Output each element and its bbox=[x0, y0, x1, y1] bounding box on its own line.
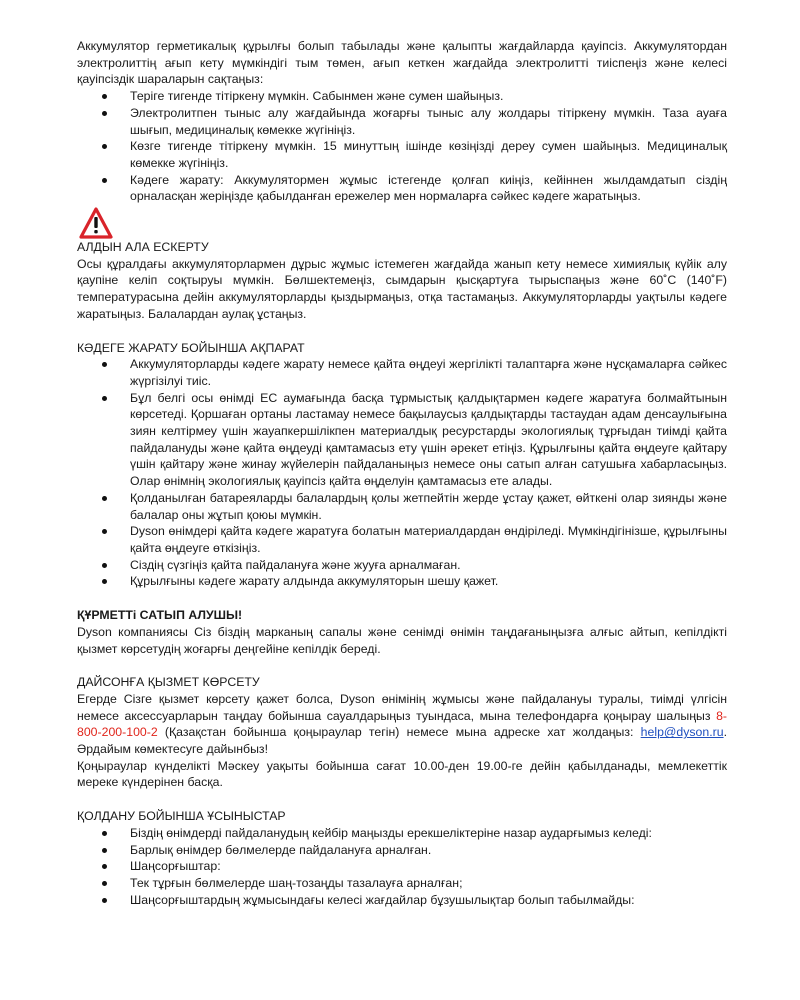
phone-number[interactable]: 8-800-200-100-2 bbox=[77, 708, 727, 740]
list-item: Dyson өнімдері қайта кәдеге жаратуға болатын материалдардан өндіріледі. Мүмкіндігінізше, құрылғыны қайта өңдеуге өткізіңіз. bbox=[77, 523, 727, 556]
list-item: Көзге тигенде тітіркену мүмкін. 15 минуттың ішінде көзіңізді дереу сумен шайыңыз. Медициналық көмекке жүгініңіз. bbox=[77, 138, 727, 171]
list-item: Құрылғыны кәдеге жарату алдында аккумуляторын шешу қажет. bbox=[77, 573, 727, 590]
usage-list bbox=[77, 825, 727, 909]
service-title: ДАЙСОНҒА ҚЫЗМЕТ КӨРСЕТУ bbox=[77, 675, 260, 690]
list-item: Аккумуляторларды кәдеге жарату немесе қайта өңдеуі жергілікті талаптарға және нұсқамаларға сәйкес жүргізілуі тиіс. bbox=[77, 356, 727, 389]
service-text-middle: (Қазақстан бойынша қоңыраулар тегін) немесе мына адреске хат жолдаңыз: bbox=[157, 725, 641, 740]
disposal-list bbox=[77, 356, 727, 590]
disposal-title: КӘДЕГЕ ЖАРАТУ БОЙЫНША АҚПАРАТ bbox=[77, 340, 305, 355]
service-hours: Қоңыраулар күнделікті Мәскеу уақыты бойынша сағат 10.00-ден 19.00-ге дейін қабылданады, мемлекеттік мереке күндерінен басқа. bbox=[77, 758, 727, 790]
list-item: Шаңсорғыштардың жұмысындағы келесі жағдайлар бұзушылықтар болып табылмайды: bbox=[77, 892, 727, 909]
list-item: Кәдеге жарату: Аккумулятормен жұмыс істегенде қолғап киіңіз, кейіннен жылдамдатып сіздің орналасқан жеріңізде қабылданған ережелер мен нормаларға сәйкес кәдеге жаратыңыз. bbox=[77, 172, 727, 205]
list-item: Бұл белгі осы өнімді ЕС аумағында басқа тұрмыстық қалдықтармен кәдеге жаратуға болмайтынын көрсетеді. Қоршаған ортаны ластамау немесе бақылаусыз қалдықтарды тастаудан адам денсаулығына зиян келтірмеу үшін жауапкершілікпен материалдық ресурстарды экологиялық тұрғыдан тиімді қайта пайдалануды және қайта өңдеуді қамтамасыз ету үшін әрекет етіңіз. Құрылғыны қайта өңдеуге қайтару үшін қайтару және жинау жүйелерін пайдаланыңыз немесе оны сатып алған сатушыға хабарласыңыз. Олар өнімнің экологиялық қауіпсіз қайта өңделуін қамтамасыз ете алады. bbox=[77, 390, 727, 490]
intro-list bbox=[77, 88, 727, 205]
usage-title: ҚОЛДАНУ БОЙЫНША ҰСЫНЫСТАР bbox=[77, 809, 286, 824]
list-item: Электролитпен тыныс алу жағдайында жоғарғы тыныс алу жолдары тітіркену мүмкін. Таза ауаға шығып, медициналық көмекке жүгініңіз. bbox=[77, 105, 727, 138]
service-text-before: Егерде Сізге қызмет көрсету қажет болса, Dyson өнімінің жұмысы және пайдалануы туралы, тиімді үлгісін немесе аксессуарларын таңдау бойынша сауалдарыңыз туындаса, мына телефондарға қоңырау шалыңыз bbox=[77, 691, 727, 723]
respect-title: ҚҰРМЕТТі САТЫП АЛУШЫ! bbox=[77, 608, 243, 623]
service-text bbox=[77, 691, 727, 758]
service-text-after: . Әрдайым көмектесуге дайынбыз! bbox=[77, 725, 727, 757]
list-item: Біздің өнімдерді пайдаланудың кейбір маңызды ерекшеліктеріне назар аударғымыз келеді: bbox=[77, 825, 727, 842]
list-item: Тек тұрғын бөлмелерде шаң-тозаңды тазалауға арналған; bbox=[77, 875, 727, 892]
list-item: Шаңсорғыштар: bbox=[77, 858, 727, 875]
list-item: Теріге тигенде тітіркену мүмкін. Сабынмен және сумен шайыңыз. bbox=[77, 88, 727, 105]
document-page bbox=[77, 38, 727, 908]
warning-text: Осы құралдағы аккумуляторлармен дұрыс жұмыс істемеген жағдайда жанып кету немесе химиялық күйік алу қаупіне келіп соқтыруы мүмкін. Бөлшектемеңіз, сымдарын қысқартуға тырыспаңыз және 60˚C (140˚F) температурасына дейін аккумуляторларды қыздырмаңыз, отқа тастамаңыз. Аккумуляторларды уақтылы кәдеге жаратыңыз. Балалардан аулақ ұстаңыз. bbox=[77, 256, 727, 321]
email-link[interactable]: help@dyson.ru bbox=[640, 725, 724, 740]
list-item: Қолданылған батареяларды балалардың қолы жетпейтін жерде ұстау қажет, өйткені олар зиянды және балалар оны жұтып қоюы мүмкін. bbox=[77, 490, 727, 523]
warning-triangle-icon bbox=[79, 207, 113, 239]
list-item: Сіздің сүзгіңіз қайта пайдалануға және жууға арналмаған. bbox=[77, 557, 727, 574]
warning-title: АЛДЫН АЛА ЕСКЕРТУ bbox=[77, 240, 209, 255]
respect-text: Dyson компаниясы Сіз біздің марканың сапалы және сенімді өнімін таңдағаныңызға алғыс айтып, кепілдікті қызмет көрсетудің жоғарғы деңгейіне кепілдік береді. bbox=[77, 624, 727, 656]
list-item: Барлық өнімдер бөлмелерде пайдалануға арналған. bbox=[77, 842, 727, 859]
intro-paragraph: Аккумулятор герметикалық құрылғы болып табылады және қалыпты жағдайларда қауіпсіз. Аккумулятордан электролиттің ағып кету мүмкіндігі тым төмен, ағып кеткен жағдайда электролитті тиіспеңіз және келесі қауіпсіздік шараларын сақтаңыз: bbox=[77, 39, 727, 87]
